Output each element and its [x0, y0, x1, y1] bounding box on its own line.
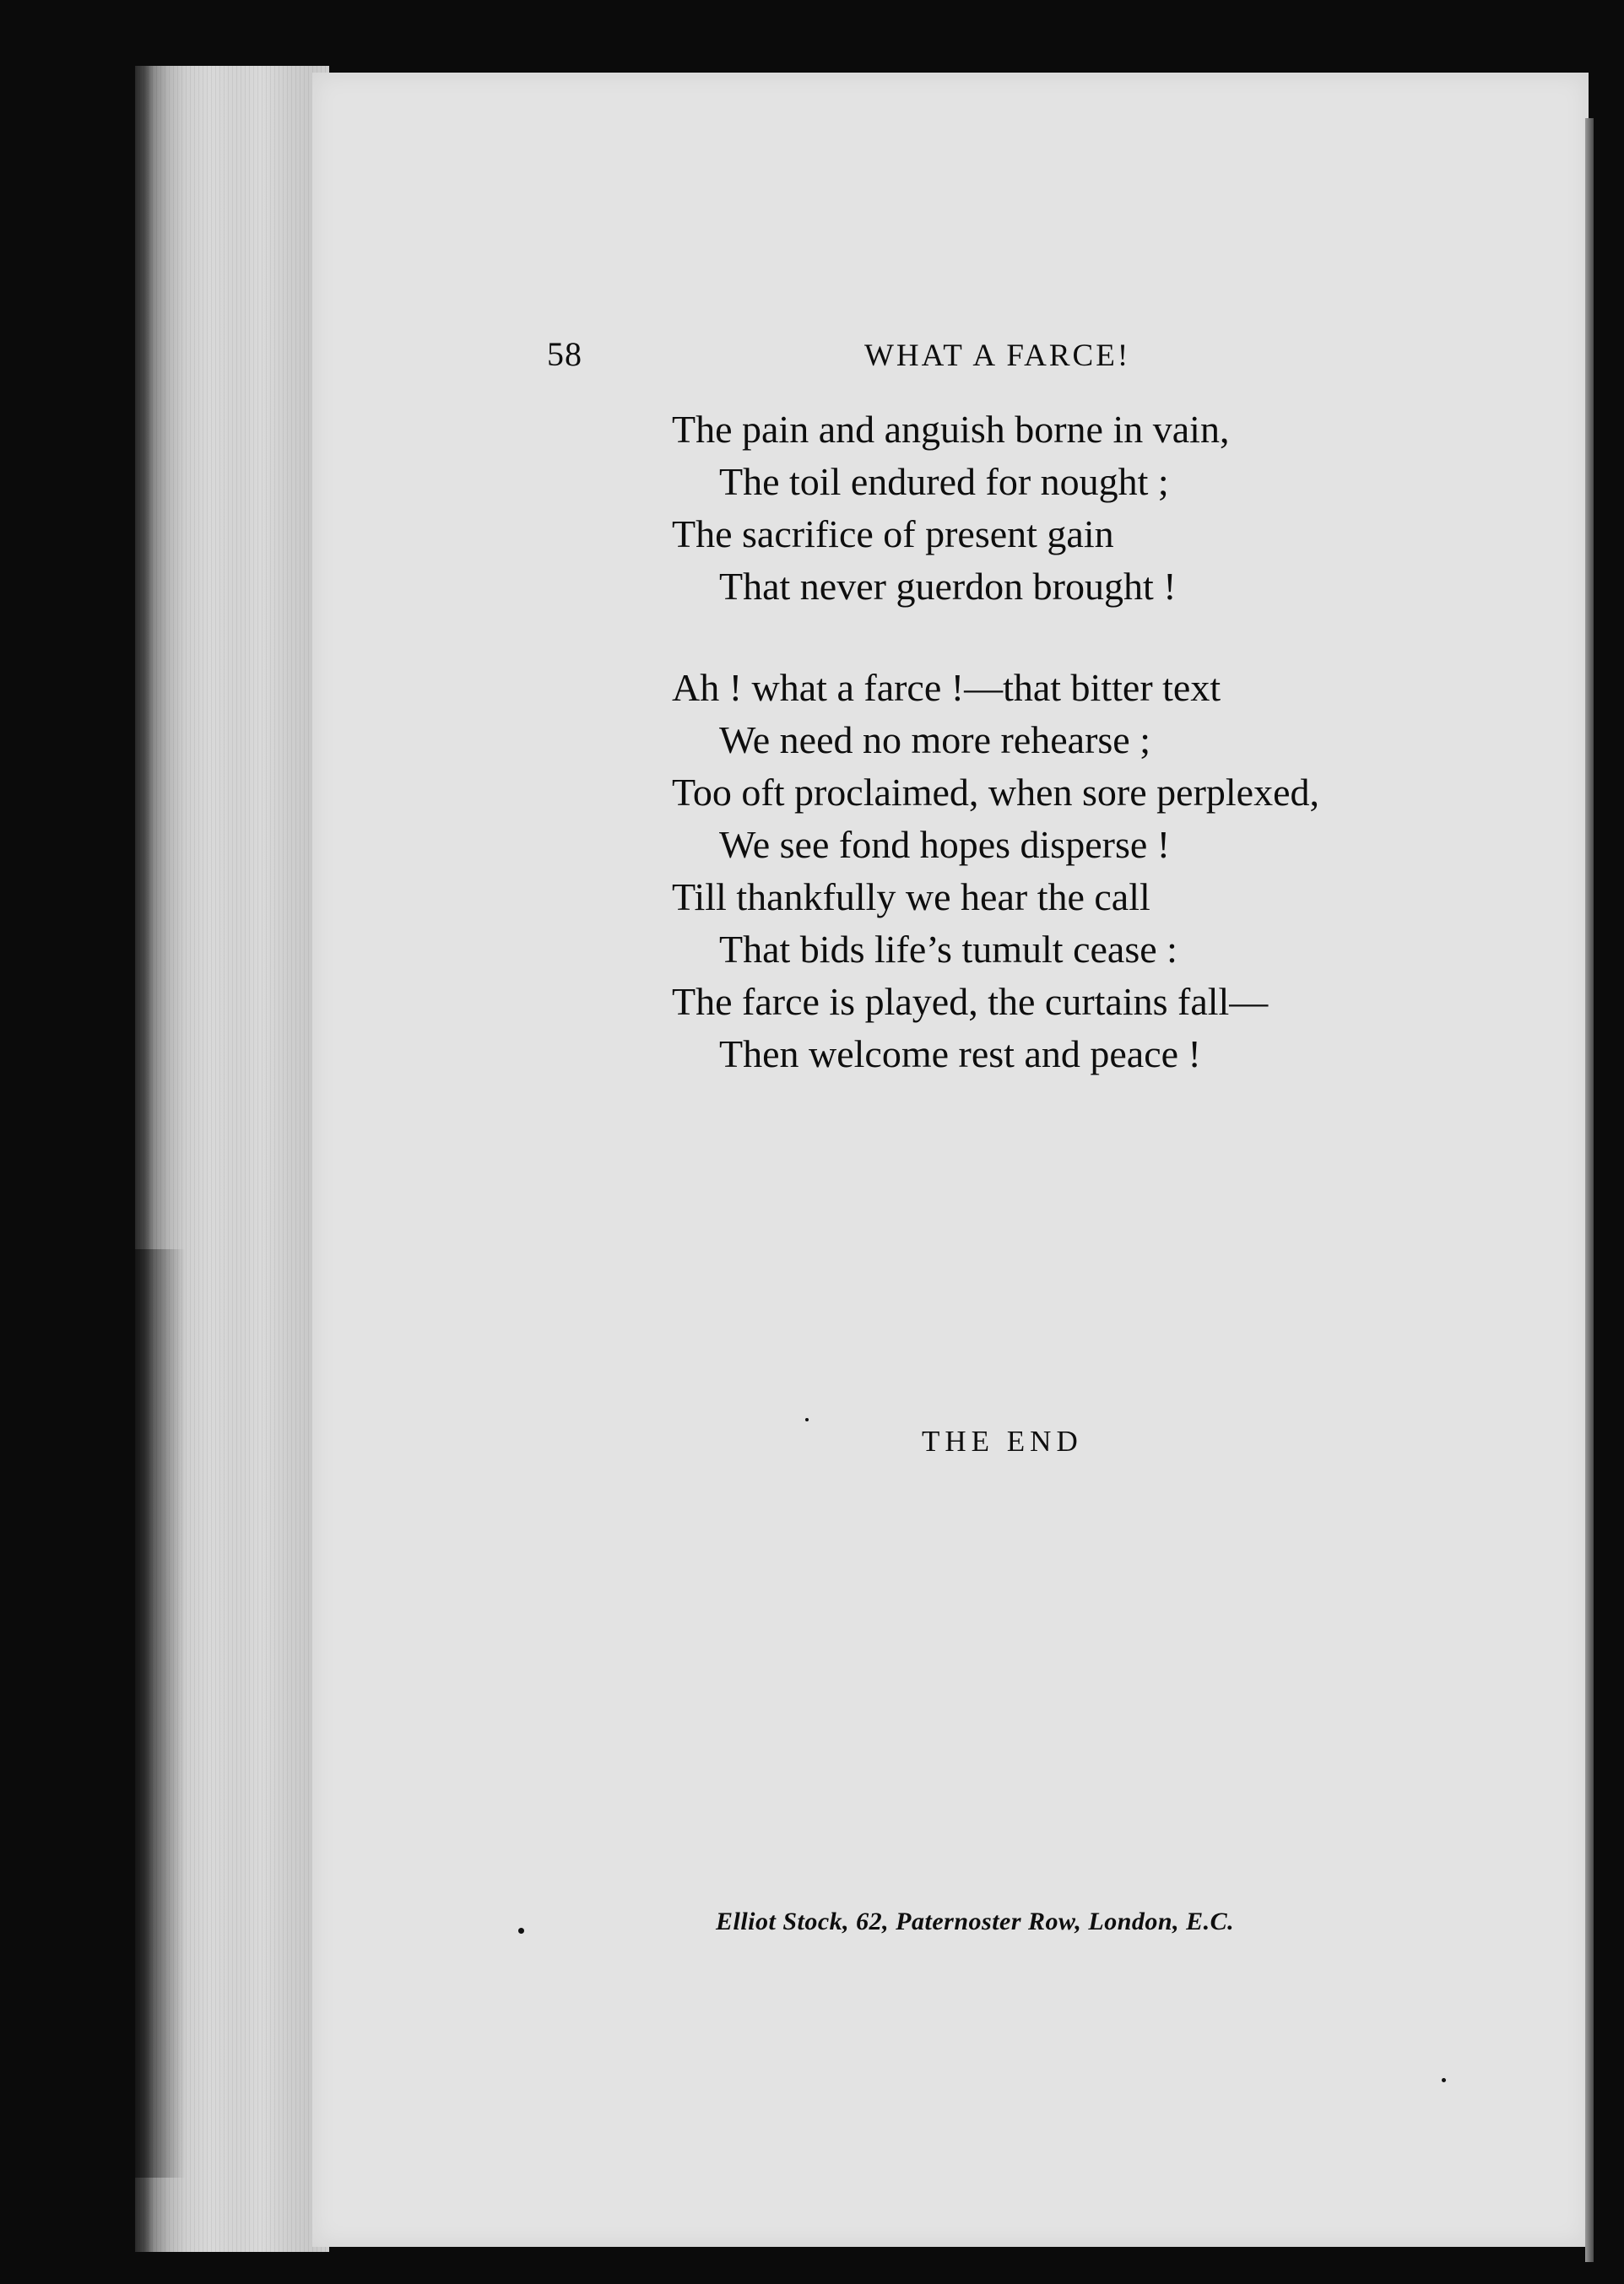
ink-speck: [518, 1928, 524, 1934]
page-right-edge: [1585, 118, 1594, 2262]
poem-line: That bids life’s tumult cease :: [719, 928, 1177, 971]
stanza: [672, 662, 1567, 1080]
poem-line: Till thankfully we hear the call: [672, 875, 1150, 918]
running-title: WHAT A FARCE!: [864, 338, 1131, 373]
poem-line: That never guerdon brought !: [719, 565, 1177, 608]
poem-line: The farce is played, the curtains fall—: [672, 980, 1269, 1023]
stanza: [672, 403, 1567, 613]
poem-line: The pain and anguish borne in vain,: [672, 408, 1230, 451]
poem-line: Ah ! what a farce !—that bitter text: [672, 666, 1221, 709]
poem-line: The toil endured for nought ;: [719, 460, 1169, 503]
poem-line: The sacrifice of present gain: [672, 512, 1114, 555]
poem-line: We need no more rehearse ;: [719, 718, 1150, 761]
ink-speck: [1442, 2078, 1446, 2082]
poem-line: We see fond hopes disperse !: [719, 823, 1171, 866]
poem-line: Too oft proclaimed, when sore perplexed,: [672, 771, 1320, 814]
publisher-imprint: Elliot Stock, 62, Paternoster Row, London, E.C.: [716, 1908, 1235, 1935]
spine-shadow: [135, 1249, 186, 2178]
poem-line: Then welcome rest and peace !: [719, 1032, 1201, 1075]
ink-speck: [805, 1418, 809, 1421]
the-end-text: THE END: [922, 1425, 1083, 1458]
page-number: 58: [547, 335, 582, 373]
poem: [672, 403, 1567, 1129]
page-header: [547, 331, 1239, 382]
